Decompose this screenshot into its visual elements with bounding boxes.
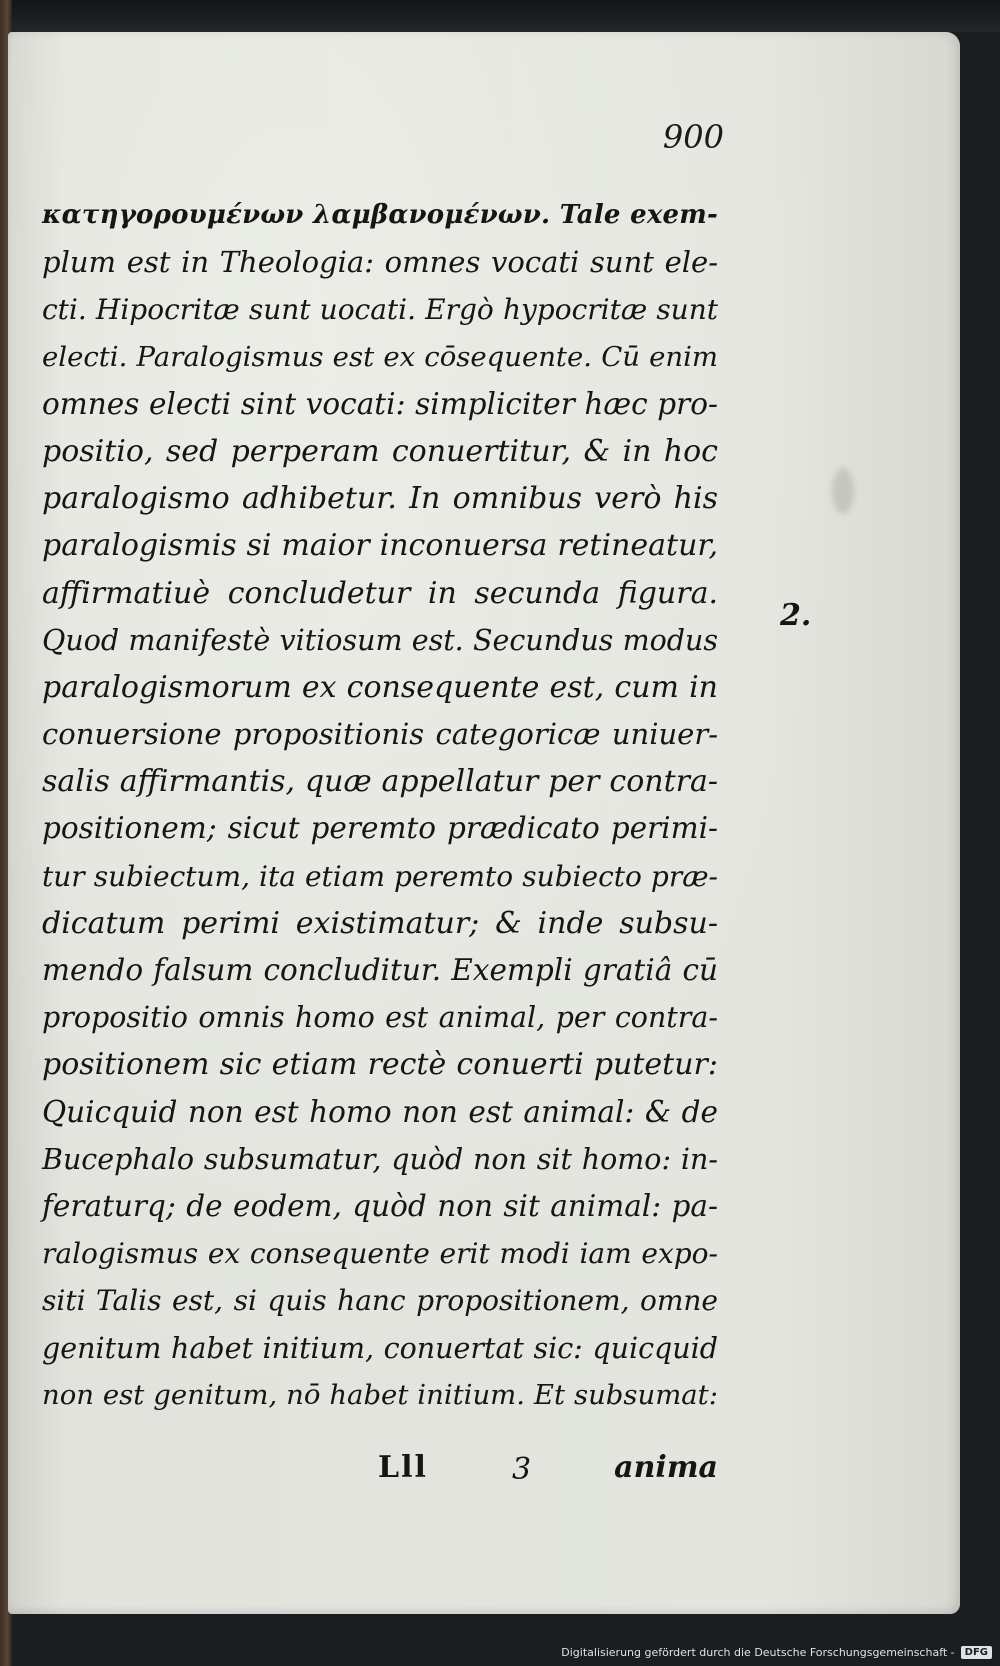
signature-mark: Lll — [378, 1450, 428, 1485]
text-line: paralogismo adhibetur. In omnibus verò his — [42, 481, 718, 517]
text-line: electi. Paralogismus est ex cōsequente. Cū enim — [42, 340, 718, 373]
page-footer — [42, 1444, 718, 1494]
text-line: propositio omnis homo est animal, per contra- — [42, 1001, 718, 1035]
text-line: paralogismis si maior inconuersa retineatur, — [42, 528, 718, 564]
credit-text: Digitalisierung gefördert durch die Deutsche Forschungsgemeinschaft - — [561, 1645, 955, 1659]
text-line: feraturq; de eodem, quòd non sit animal: pa- — [42, 1188, 718, 1223]
text-line: tur subiectum, ita etiam peremto subiecto præ- — [42, 859, 718, 893]
text-line: κατηγορουμένων λαμβανομένων. Tale exem- — [42, 200, 718, 230]
text-line: plum est in Theologia: omnes vocati sunt ele- — [42, 245, 718, 280]
text-line: mendo falsum concluditur. Exempli gratiâ cū — [42, 953, 718, 987]
text-line: affirmatiuè concludetur in secunda figura. — [42, 575, 718, 611]
scan-top-edge — [0, 0, 1000, 32]
signature-number: 3 — [512, 1452, 532, 1487]
dfg-logo-icon: DFG — [961, 1646, 992, 1659]
text-line: Quicquid non est homo non est animal: & de — [42, 1094, 718, 1129]
text-line: positio, sed perperam conuertitur, & in hoc — [42, 433, 718, 469]
page-number: 900 — [662, 118, 724, 156]
catchword: anima — [614, 1450, 718, 1485]
text-line: positionem sic etiam rectè conuerti putetur: — [42, 1047, 718, 1083]
body-text — [42, 192, 718, 1419]
text-line: genitum habet initium, conuertat sic: quicquid — [42, 1331, 718, 1365]
text-line: conuersione propositionis categoricæ uniuer- — [42, 717, 718, 752]
marginal-number: 2. — [780, 598, 812, 633]
book-page — [8, 32, 960, 1614]
text-line: cti. Hipocritæ sunt uocati. Ergò hypocritæ sunt — [42, 293, 718, 327]
text-line: non est genitum, nō habet initium. Et subsumat: — [42, 1378, 718, 1411]
text-line: salis affirmantis, quæ appellatur per contra- — [42, 764, 718, 800]
paper-stain — [832, 468, 854, 514]
text-line: Quod manifestè vitiosum est. Secundus modus — [42, 623, 718, 657]
text-line: omnes electi sint vocati: simpliciter hæc pro- — [42, 386, 718, 421]
text-line: Bucephalo subsumatur, quòd non sit homo: in- — [42, 1142, 718, 1176]
text-line: dicatum perimi existimatur; & inde subsu- — [42, 905, 718, 941]
digitization-credit — [561, 1641, 992, 1663]
text-line: paralogismorum ex consequente est, cum in — [42, 669, 718, 705]
text-line: ralogismus ex consequente erit modi iam expo- — [42, 1237, 718, 1271]
text-line: positionem; sicut peremto prædicato perimi- — [42, 811, 718, 846]
text-line: siti Talis est, si quis hanc propositionem, omne — [42, 1284, 718, 1318]
